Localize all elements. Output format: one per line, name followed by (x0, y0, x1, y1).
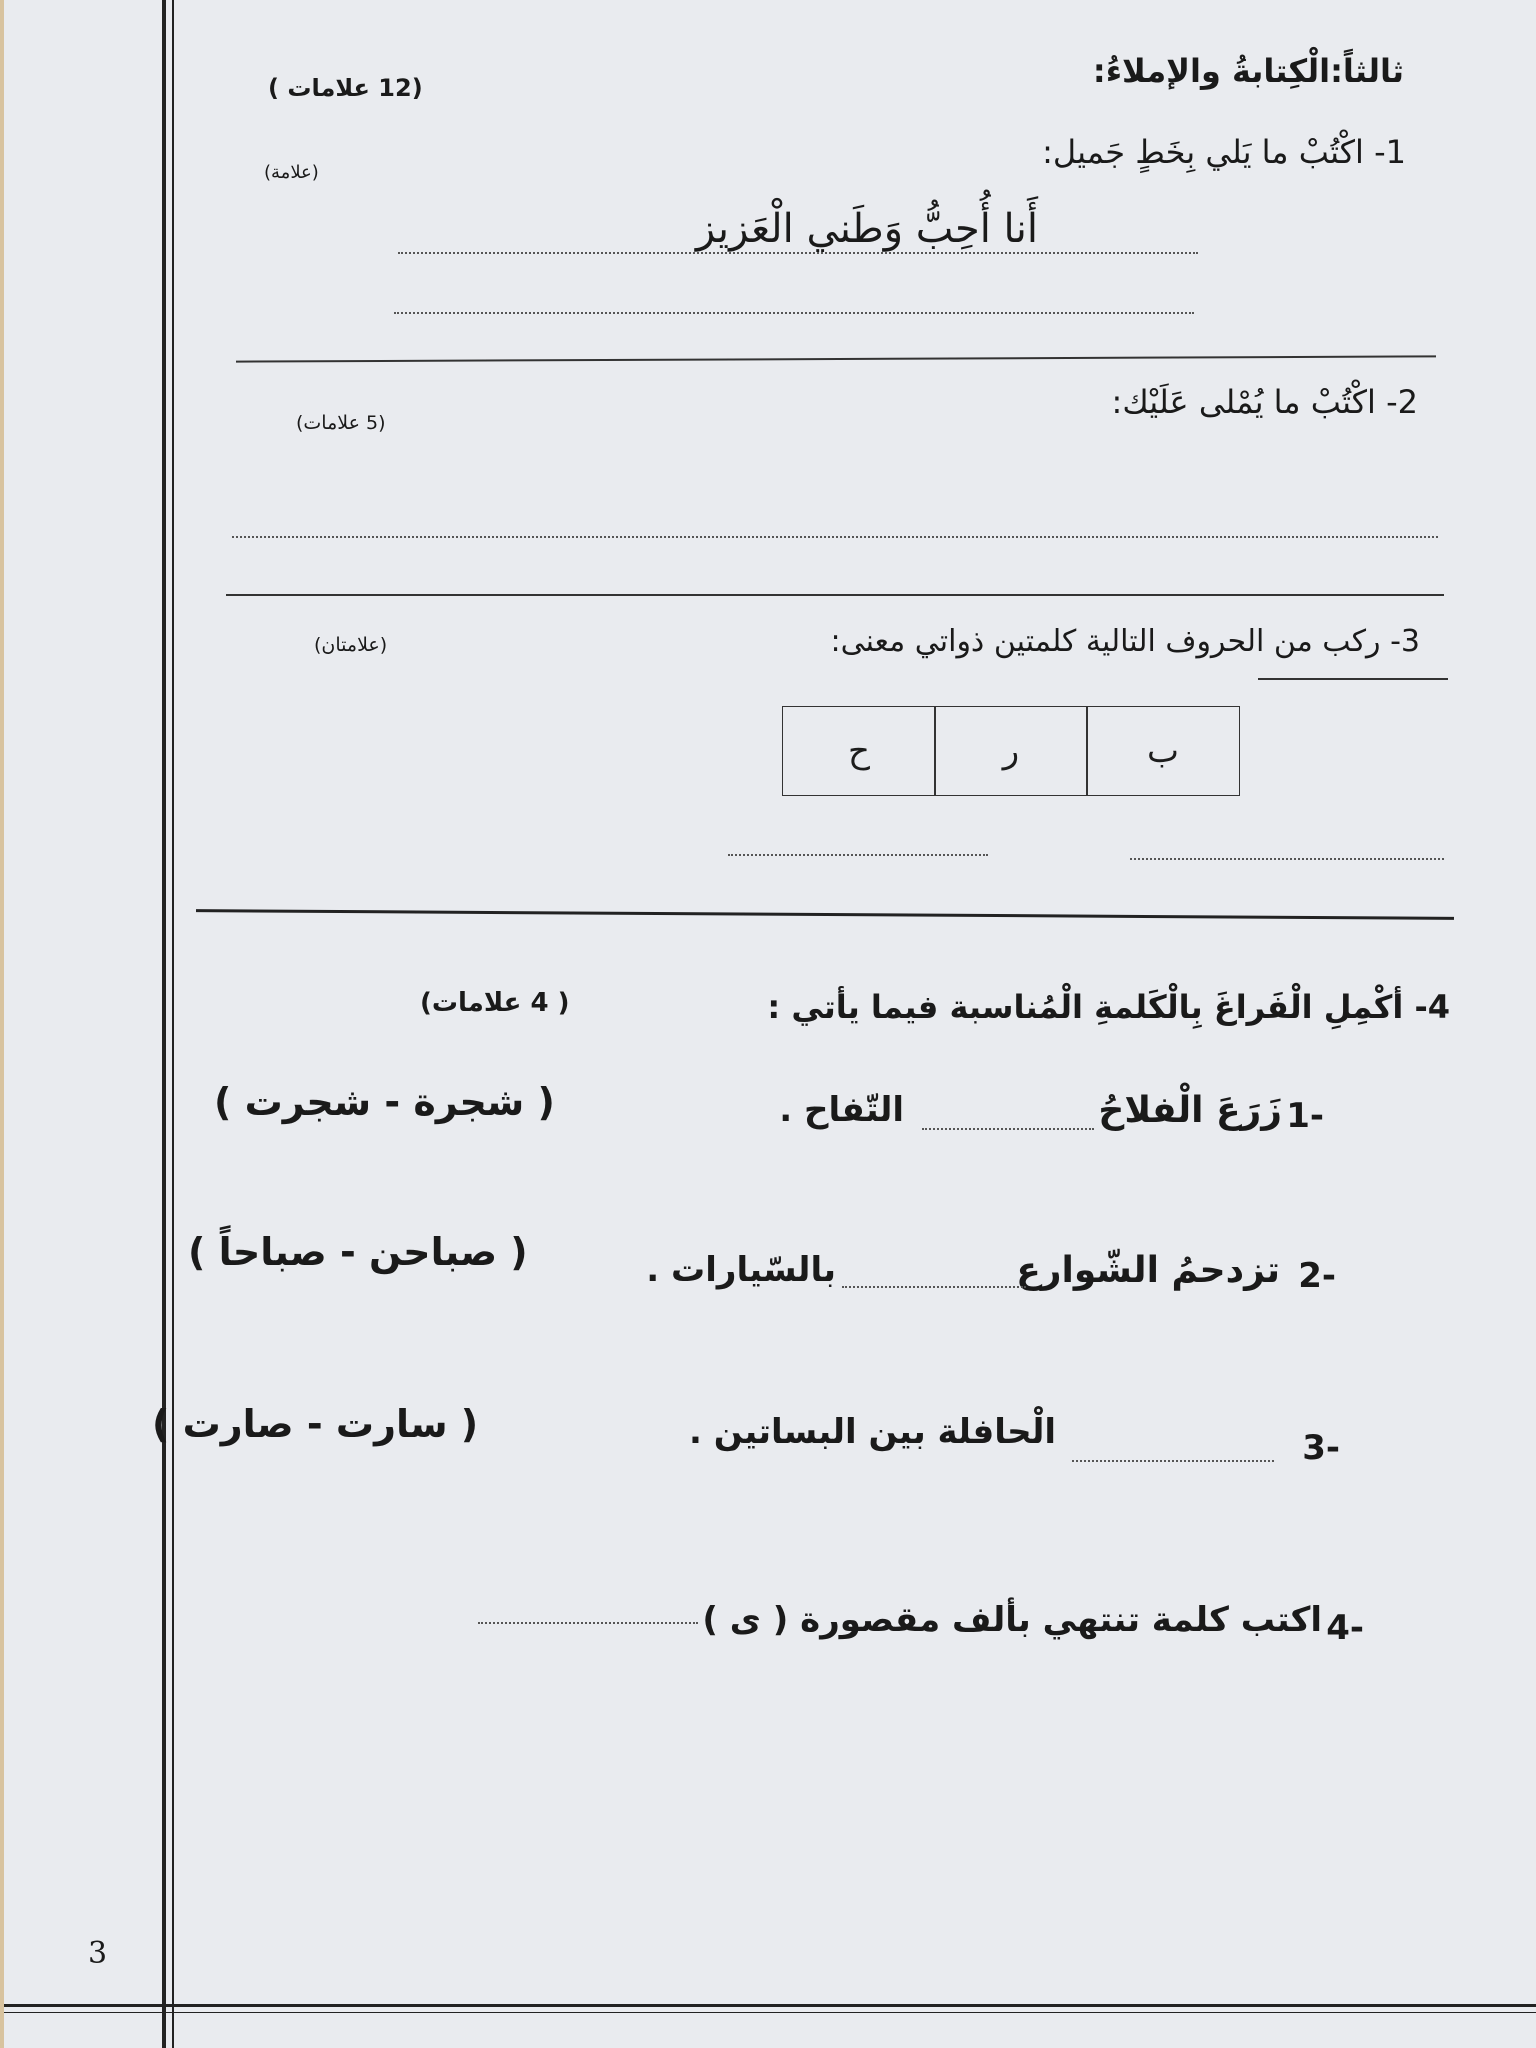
q2-marks: (5 علامات) (296, 412, 386, 434)
q4-item-1-num: -1 (1286, 1096, 1324, 1136)
q1-label: 1- اكْتُبْ ما يَلي بِخَطٍ جَميل: (1042, 133, 1406, 171)
q4-item-4-blank (478, 1622, 698, 1624)
q4-item-3-options: ( سارت - صارت ) (152, 1402, 479, 1446)
letter-box-3 (782, 706, 936, 796)
q4-item-2-blank (842, 1286, 1026, 1288)
q3-label-underline (1258, 678, 1448, 680)
q2-separator (226, 594, 1444, 596)
q3-answer-line-1 (1130, 858, 1444, 860)
q1-writing-line-1 (398, 252, 1198, 254)
q4-item-3-after: الْحافلة بين البساتين . (688, 1412, 1056, 1452)
q3-answer-line-2 (728, 854, 988, 856)
q2-label: 2- اكْتُبْ ما يُمْلى عَلَيْك: (1111, 383, 1418, 421)
q1-separator (236, 355, 1436, 362)
q4-item-2-after: بالسّيارات . (646, 1250, 836, 1290)
page-number: 3 (88, 1936, 108, 1971)
letter-box-1-text: ب (1146, 731, 1179, 771)
bottom-border-rule-2 (4, 2012, 1536, 2013)
q1-writing-line-2 (394, 312, 1194, 314)
section-title: ثالثاً:الْكِتابةُ والإملاءُ: (1092, 52, 1404, 90)
q4-item-1-options: ( شجرة - شجرت ) (214, 1080, 555, 1124)
left-border-outer (162, 0, 166, 2048)
q4-item-1-blank (922, 1128, 1094, 1130)
bottom-border-rule (4, 2004, 1536, 2007)
q2-writing-line (232, 536, 1438, 538)
letter-box-1 (1086, 706, 1240, 796)
letter-box-3-text: ح (848, 731, 870, 771)
q4-item-1-after: التّفاح . (779, 1090, 904, 1130)
q3-marks: (علامتان) (314, 634, 388, 656)
q4-item-2-before: تزدحمُ الشّوارع (1016, 1250, 1280, 1291)
q4-label: 4- أكْمِلِ الْفَراغَ بِالْكَلمةِ الْمُناسبة فيما يأتي : (767, 988, 1450, 1026)
q4-item-3-num: -3 (1302, 1428, 1340, 1468)
left-border-inner (172, 0, 174, 2048)
q3-separator (196, 909, 1454, 920)
q4-item-4-num: -4 (1326, 1608, 1364, 1648)
q1-marks: (علامة) (264, 162, 319, 183)
q4-item-2-options: ( صباحن - صباحاً ) (188, 1230, 528, 1274)
q4-item-3-blank (1072, 1460, 1274, 1462)
letter-box-2-text: ر (1002, 731, 1020, 771)
letter-box-2 (934, 706, 1088, 796)
q3-label: 3- ركب من الحروف التالية كلمتين ذواتي معنى: (830, 624, 1420, 659)
q1-model-text: أَنا أُحِبُّ وَطَني الْعَزيز (690, 206, 1044, 252)
section-marks: (12 علامات ) (268, 74, 423, 102)
q4-item-1-before: زَرَعَ الْفلاحُ (1098, 1090, 1282, 1131)
q4-item-2-num: -2 (1298, 1256, 1336, 1296)
worksheet-page (4, 0, 1536, 2048)
q4-item-4-text: اكتب كلمة تنتهي بألف مقصورة ( ى ) (702, 1600, 1322, 1640)
q4-marks: ( 4 علامات) (420, 988, 570, 1018)
